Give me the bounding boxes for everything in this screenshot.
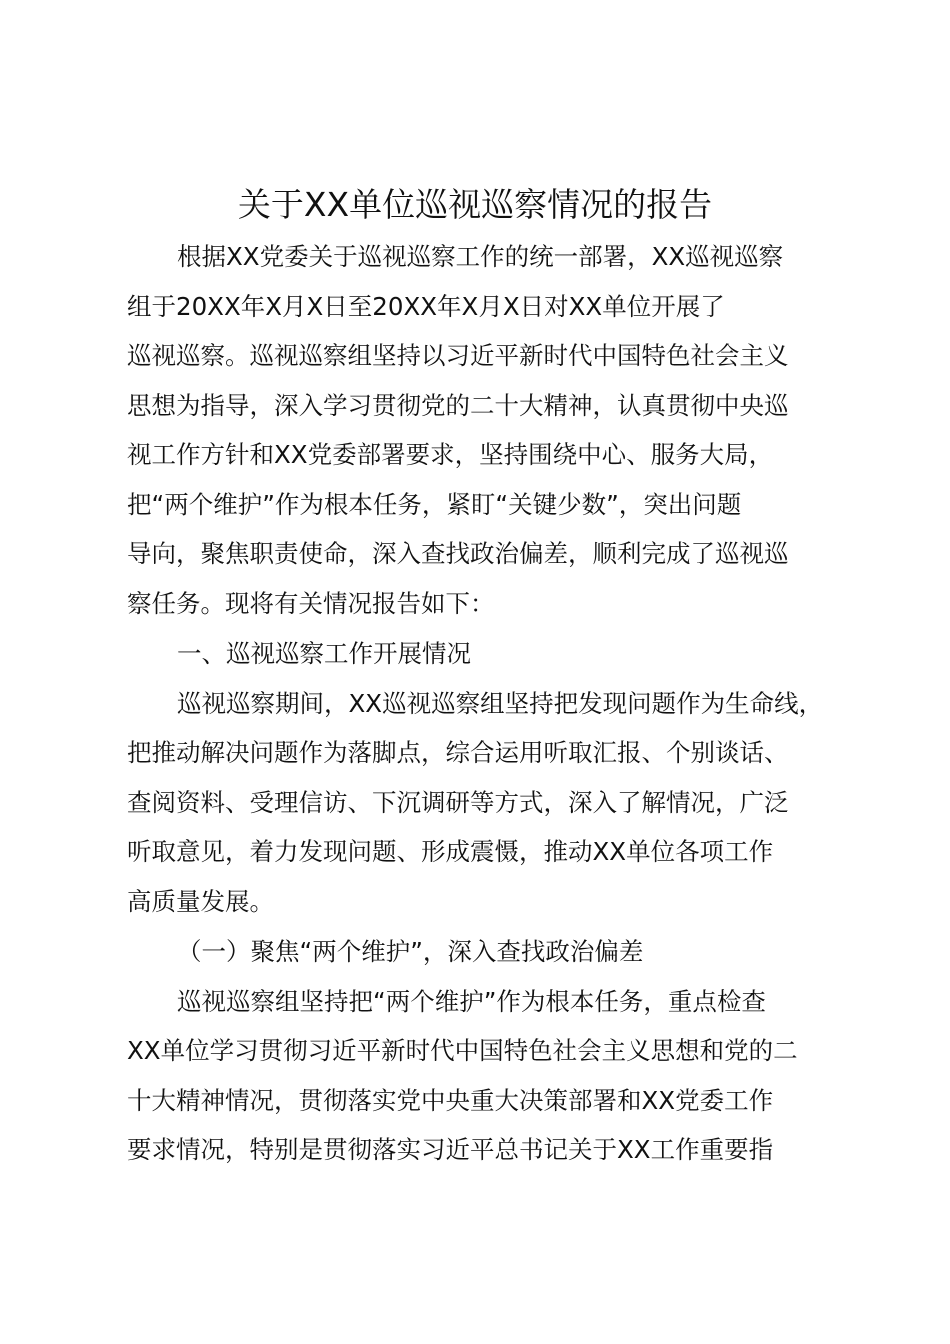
paragraph-line: 十大精神情况，贯彻落实党中央重大决策部署和XX党委工作 (127, 1086, 774, 1115)
paragraph-line: 要求情况，特别是贯彻落实习近平总书记关于XX工作重要指 (127, 1135, 774, 1164)
paragraph-line: 组于20XX年X月X日至20XX年X月X日对XX单位开展了 (127, 292, 725, 321)
paragraph-line: 查阅资料、受理信访、下沉调研等方式，深入了解情况，广泛 (127, 788, 789, 817)
paragraph-line: 听取意见，着力发现问题、形成震慑，推动XX单位各项工作 (127, 837, 774, 866)
section-heading: 一、巡视巡察工作开展情况 (177, 639, 471, 668)
paragraph-line: XX单位学习贯彻习近平新时代中国特色社会主义思想和党的二 (127, 1036, 798, 1065)
paragraph-line: 巡视巡察。巡视巡察组坚持以习近平新时代中国特色社会主义 (127, 341, 789, 370)
paragraph-line: 导向，聚焦职责使命，深入查找政治偏差，顺利完成了巡视巡 (127, 539, 789, 568)
paragraph-line: 察任务。现将有关情况报告如下： (127, 589, 495, 618)
paragraph-line: 把“两个维护”作为根本任务，紧盯“关键少数”，突出问题 (127, 490, 742, 519)
paragraph-line: 把推动解决问题作为落脚点，综合运用听取汇报、个别谈话、 (127, 738, 789, 767)
paragraph-line: 高质量发展。 (127, 887, 274, 916)
subsection-heading: （一）聚焦“两个维护”，深入查找政治偏差 (177, 937, 644, 966)
paragraph-line: 根据XX党委关于巡视巡察工作的统一部署，XX巡视巡察 (177, 242, 784, 271)
paragraph-line: 巡视巡察期间，XX巡视巡察组坚持把发现问题作为生命线， (177, 689, 824, 718)
paragraph-line: 视工作方针和XX党委部署要求，坚持围绕中心、服务大局， (127, 440, 774, 469)
paragraph-line: 巡视巡察组坚持把“两个维护”作为根本任务，重点检查 (177, 987, 766, 1016)
paragraph-line: 思想为指导，深入学习贯彻党的二十大精神，认真贯彻中央巡 (127, 391, 789, 420)
document-title: 关于XX单位巡视巡察情况的报告 (237, 185, 713, 224)
